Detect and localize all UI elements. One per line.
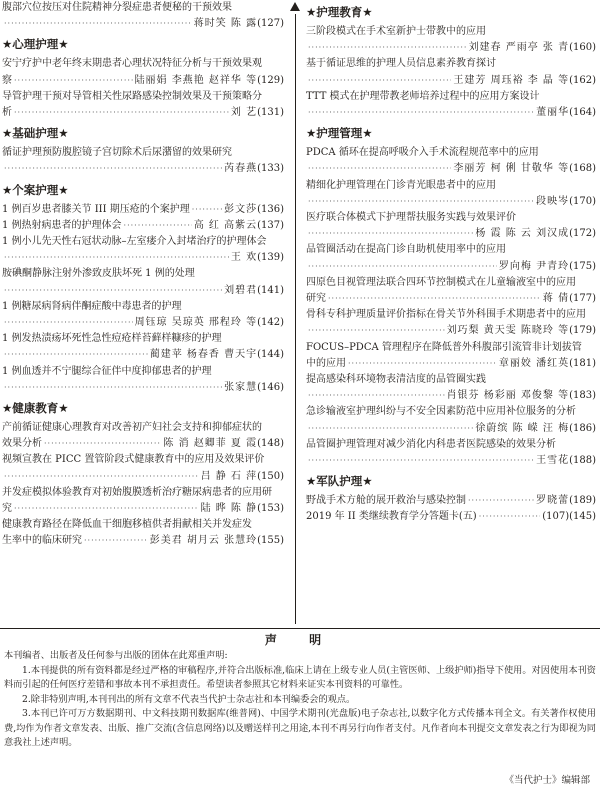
dot-leader [308, 226, 473, 242]
entry-meta [306, 509, 596, 525]
entry-authors: 吕 静 石 萍 [200, 470, 258, 482]
entry-authors: 陈 消 赵卿菲 夏 霞 [163, 438, 258, 450]
dot-leader [14, 501, 199, 517]
entry-authors: 刘碧君 [224, 284, 258, 296]
toc-entry [306, 404, 596, 436]
dot-leader [308, 161, 451, 177]
entry-title-continued: 生率中的临床研究 [2, 535, 82, 547]
toc-section [306, 473, 596, 525]
entry-authors: 彭文莎 [224, 203, 258, 215]
dot-leader [4, 16, 192, 32]
toc-entry [2, 452, 284, 484]
declaration-title: 声 明 [264, 633, 336, 647]
entry-authors: 高 红 高紫云 [193, 219, 258, 231]
declaration-intro: 本刊编者、出版者及任何参与出版的团体在此郑重声明: [4, 650, 228, 661]
entry-page-number: (189) [569, 495, 596, 507]
entry-title: 健康教育路径在降低血干细胞移植供者捐献相关并发症发 [2, 519, 252, 531]
dot-leader [308, 259, 497, 275]
toc-entry [306, 24, 596, 56]
entry-authors: 王建芳 周珏裕 李 晶 等 [453, 74, 570, 86]
up-arrow-icon [290, 2, 300, 11]
entry-authors: 周钰琼 吴琼英 邢程玲 等 [134, 317, 258, 329]
entry-authors: 蒋时笑 陈 露 [193, 18, 258, 30]
dot-leader [4, 347, 148, 363]
entry-title-continued: 研究 [306, 293, 326, 305]
entry-title: FOCUS–PDCA 管理程序在降低普外科腹部引流管非计划拔管 [306, 341, 582, 353]
entry-authors: 彭美君 胡月云 张慧玲 [149, 535, 258, 547]
entry-title: 基于循证思维的护理人员信息素养教育探讨 [306, 58, 496, 70]
entry-page-number: (160) [569, 42, 596, 54]
entry-meta [306, 226, 596, 242]
entry-title: 品管圈活动在提高门诊自助机使用率中的应用 [306, 244, 506, 256]
toc-entry [2, 218, 284, 234]
toc-entry [306, 242, 596, 274]
entry-meta [2, 202, 284, 218]
dot-leader [4, 250, 229, 266]
entry-page-number: (186) [569, 422, 596, 434]
entry-page-number: (137) [257, 219, 284, 231]
dot-leader [308, 194, 534, 210]
toc-section [2, 182, 284, 396]
entry-meta [306, 323, 596, 339]
entry-title: 提高感染科环境物表清洁度的品管圈实践 [306, 374, 486, 386]
toc-entry [2, 299, 284, 331]
entry-meta [2, 315, 284, 331]
entry-authors: 段映岑 [536, 195, 570, 207]
declaration-signature: 《当代护士》编辑部 [504, 775, 590, 786]
entry-page-number: (172) [569, 228, 596, 240]
entry-title-continued: 析 [2, 107, 12, 119]
entry-meta [306, 161, 596, 177]
entry-title: 循证护理预防腹腔镜子宫切除术后尿潴留的效果研究 [2, 147, 232, 159]
entry-meta [306, 493, 596, 509]
entry-meta [306, 73, 596, 89]
entry-title-continued: 效果分析 [2, 438, 42, 450]
entry-title: 导管护理干预对导管相关性尿路感染控制效果及干预策略分 [2, 90, 262, 102]
entry-title: 视频宣教在 PICC 置管阶段式健康教育中的应用及效果评价 [2, 454, 265, 466]
entry-page-number: (188) [569, 455, 596, 467]
entry-page-number: (133) [257, 163, 284, 175]
entry-title: 精细化护理管理在门诊青光眼患者中的应用 [306, 179, 496, 191]
entry-meta [2, 161, 284, 177]
entry-title: 野战手术方舱的展开救治与感染控制 [306, 495, 466, 507]
entry-title: 三阶段模式在手术室新护士带教中的应用 [306, 26, 486, 37]
entry-authors: 李丽芳 柯 俐 甘敬华 等 [453, 163, 570, 175]
toc-entry [306, 145, 596, 177]
entry-title: 1 例发热渍疡坏死性急性痘疮样苔藓样糠疹的护理 [2, 333, 222, 345]
entry-title: 四原色目视管理法联合四环节控制模式在儿童输液室中的应用 [306, 276, 576, 288]
entry-meta [306, 421, 596, 437]
entry-authors: 陆丽娟 李燕艳 赵祥华 等 [134, 74, 258, 86]
entry-title: 并发症模拟体验教育对初始腹膜透析治疗糖尿病患者的应用研 [2, 486, 272, 498]
entry-authors: 刘 艺 [230, 107, 258, 119]
entry-title: 1 例百岁患者膝关节 III 期压疮的个案护理 [2, 203, 190, 215]
entry-title: 骨科专科护理质量评价指标在骨关节外科围手术期患者中的应用 [306, 309, 586, 321]
toc-section [2, 36, 284, 121]
entry-meta [2, 347, 284, 363]
entry-title: 产前循证健康心理教育对改善初产妇社会支持和抑郁症状的 [2, 422, 262, 434]
toc-entry [2, 202, 284, 218]
dot-leader [14, 73, 133, 89]
entry-page-number: (177) [569, 293, 596, 305]
dot-leader [308, 323, 445, 339]
entry-page-number: (175) [569, 260, 596, 272]
entry-title: 医疗联合体模式下护理帮扶服务实践与效果评价 [306, 212, 516, 224]
entry-authors: 罗向梅 尹青玲 [498, 260, 570, 272]
dot-leader [84, 533, 148, 549]
entry-page-number: (153) [257, 503, 284, 515]
toc-left-column [2, 0, 284, 554]
entry-page-number: (139) [257, 252, 284, 264]
toc-entry [306, 89, 596, 121]
toc-entry [306, 493, 596, 509]
entry-page-number: (107)(145) [542, 511, 596, 523]
entry-meta [306, 105, 596, 121]
entry-title: PDCA 循环在提高呼吸介入手术流程规范率中的应用 [306, 147, 539, 159]
toc-entry [2, 56, 284, 88]
declaration-item: 1.本刊提供的所有资料都是经过严格的审稿程序,并符合出版标准,临床上请在上级专业人员(主管医师、上级护师)指导下使用。对因使用本刊资料而引起的任何医疗差错和事故本刊不承担责任。希望读者参照其它材料来证实本刊资料的可靠性。 [4, 664, 596, 690]
entry-title: 1 例小儿先天性右冠状动脉–左室瘘介入封堵治疗的护理体会 [2, 236, 267, 248]
entry-meta [306, 388, 596, 404]
entry-authors: 董丽华 [536, 107, 570, 119]
entry-meta [2, 16, 284, 32]
toc-entry [2, 420, 284, 452]
entry-title: 1 例热射病患者的护理体会 [2, 219, 122, 231]
toc-entry [306, 210, 596, 242]
dot-leader [4, 283, 222, 299]
entry-meta [2, 250, 284, 266]
dot-leader [4, 469, 199, 485]
entry-authors: 芮春燕 [224, 163, 258, 175]
dot-leader [124, 218, 192, 234]
entry-authors: 章丽姣 潘红英 [498, 357, 570, 369]
entry-meta [306, 356, 596, 372]
entry-meta [2, 218, 284, 234]
entry-meta [2, 436, 284, 452]
entry-page-number: (136) [257, 203, 284, 215]
entry-title-continued: 究 [2, 503, 12, 515]
entry-authors: 王雪花 [536, 455, 570, 467]
toc-entry [306, 56, 596, 88]
dot-leader [308, 421, 473, 437]
section-heading: ★基础护理★ [2, 126, 69, 141]
column-divider [295, 14, 296, 624]
entry-page-number: (170) [569, 195, 596, 207]
toc-entry [2, 234, 284, 266]
entry-page-number: (129) [257, 74, 284, 86]
dot-leader [308, 453, 534, 469]
toc-entry [306, 340, 596, 372]
dot-leader [308, 73, 451, 89]
entry-meta [2, 533, 284, 549]
entry-authors: 蔺建苹 杨春香 曹天宇 [149, 349, 258, 361]
entry-authors: 王 欢 [230, 252, 258, 264]
toc-entry [306, 178, 596, 210]
toc-entry [2, 0, 284, 32]
entry-meta [2, 105, 284, 121]
declaration-item: 3.本刊已许可万方数据期刊、中文科技期刊数据库(维普网)、中国学术期刊(光盘版)电子杂志社,以数字化方式传播本刊全文。有关著作权使用费,均作为作者文章发表、出版、推广交流(含信息网络)以及赠送样刊之用途,本刊不再另行向作者支付。凡作者向本刊提交文章发表之行为即视为同意我社上述声明。 [4, 708, 596, 748]
entry-page-number: (144) [257, 349, 284, 361]
section-heading: ★军队护理★ [306, 474, 373, 489]
entry-page-number: (150) [257, 470, 284, 482]
toc-entry [2, 331, 284, 363]
dot-leader [4, 380, 222, 396]
toc-entry [306, 275, 596, 307]
toc-entry [2, 485, 284, 517]
section-heading: ★个案护理★ [2, 182, 69, 197]
entry-page-number: (141) [257, 284, 284, 296]
entry-page-number: (142) [257, 317, 284, 329]
entry-page-number: (183) [569, 390, 596, 402]
dot-leader [308, 40, 467, 56]
declaration-item: 2.除非特别声明,本刊刊出的所有文章不代表当代护士杂志社和本刊编委会的观点。 [22, 693, 356, 705]
toc-section [306, 125, 596, 469]
dot-leader [192, 202, 222, 218]
section-heading: ★护理管理★ [306, 126, 373, 141]
entry-page-number: (179) [569, 325, 596, 337]
entry-authors: 刘巧梨 黄天雯 陈晓玲 等 [446, 325, 570, 337]
dot-leader [348, 356, 497, 372]
entry-title: 1 例糖尿病肾病伴酮症酸中毒患者的护理 [2, 300, 182, 312]
entry-meta [2, 380, 284, 396]
dot-leader [308, 105, 534, 121]
entry-meta [306, 194, 596, 210]
entry-title: 1 例血透并不宁腿综合征伴中度抑郁患者的护理 [2, 365, 212, 377]
toc-entry [2, 517, 284, 549]
dot-leader [4, 315, 133, 331]
dot-leader [479, 509, 541, 525]
toc-entry [306, 307, 596, 339]
toc-entry [306, 509, 596, 525]
dot-leader [328, 291, 541, 307]
entry-authors: 徐蔚缤 陈 嵘 汪 梅 [475, 422, 570, 434]
entry-title: 安宁疗护中老年终末期患者心理状况特征分析与干预效果观 [2, 58, 262, 70]
entry-meta [2, 469, 284, 485]
entry-title: 胺碘酮静脉注射外渗致皮肤坏死 1 例的处理 [2, 268, 195, 280]
entry-authors: 张家慧 [224, 381, 258, 393]
entry-title: TTT 模式在护理带教老师培养过程中的应用方案设计 [306, 90, 540, 102]
toc-section [306, 4, 596, 121]
toc-entry [2, 364, 284, 396]
toc-section [2, 0, 284, 32]
toc-entry [2, 89, 284, 121]
entry-authors: 陆 晔 陈 静 [200, 503, 258, 515]
entry-page-number: (155) [257, 535, 284, 547]
toc-entry [2, 266, 284, 298]
entry-authors: 刘建春 严雨亭 张 青 [468, 42, 570, 54]
entry-title: 腹部穴位按压对住院精神分裂症患者便秘的干预效果 [2, 2, 232, 13]
entry-title: 急诊输液室护理纠纷与不安全因素防范中应用补位服务的分析 [306, 406, 576, 418]
entry-meta [306, 453, 596, 469]
toc-section [2, 125, 284, 177]
entry-page-number: (146) [257, 381, 284, 393]
entry-page-number: (127) [257, 18, 284, 30]
entry-title-continued: 中的应用 [306, 357, 346, 369]
entry-authors: 肖银芬 杨彩丽 邓俊黎 等 [446, 390, 570, 402]
entry-page-number: (164) [569, 107, 596, 119]
entry-title: 品管圈护理管理对减少消化内科患者医院感染的效果分析 [306, 438, 556, 450]
entry-page-number: (162) [569, 74, 596, 86]
section-heading: ★护理教育★ [306, 5, 373, 19]
entry-meta [2, 283, 284, 299]
dot-leader [308, 388, 445, 404]
dot-leader [44, 436, 161, 452]
entry-page-number: (168) [569, 163, 596, 175]
section-heading: ★健康教育★ [2, 401, 69, 416]
dot-leader [14, 105, 229, 121]
entry-title: 2019 年 II 类继续教育学分答题卡(五) [306, 511, 477, 523]
entry-authors: 罗晓蕾 [536, 495, 570, 507]
entry-authors: 蒋 倩 [542, 293, 570, 305]
toc-entry [306, 372, 596, 404]
toc-section [2, 400, 284, 550]
entry-authors: 杨 霞 陈 云 刘汉成 [475, 228, 570, 240]
dot-leader [4, 161, 222, 177]
entry-meta [2, 73, 284, 89]
entry-page-number: (181) [569, 357, 596, 369]
toc-entry [306, 437, 596, 469]
dot-leader [468, 493, 534, 509]
declaration-panel [0, 628, 600, 790]
entry-meta [306, 259, 596, 275]
entry-meta [306, 40, 596, 56]
entry-page-number: (131) [257, 107, 284, 119]
toc-entry [2, 145, 284, 177]
toc-right-column [306, 0, 596, 530]
section-heading: ★心理护理★ [2, 37, 69, 52]
entry-page-number: (148) [257, 438, 284, 450]
entry-meta [2, 501, 284, 517]
entry-title-continued: 察 [2, 74, 12, 86]
entry-meta [306, 291, 596, 307]
